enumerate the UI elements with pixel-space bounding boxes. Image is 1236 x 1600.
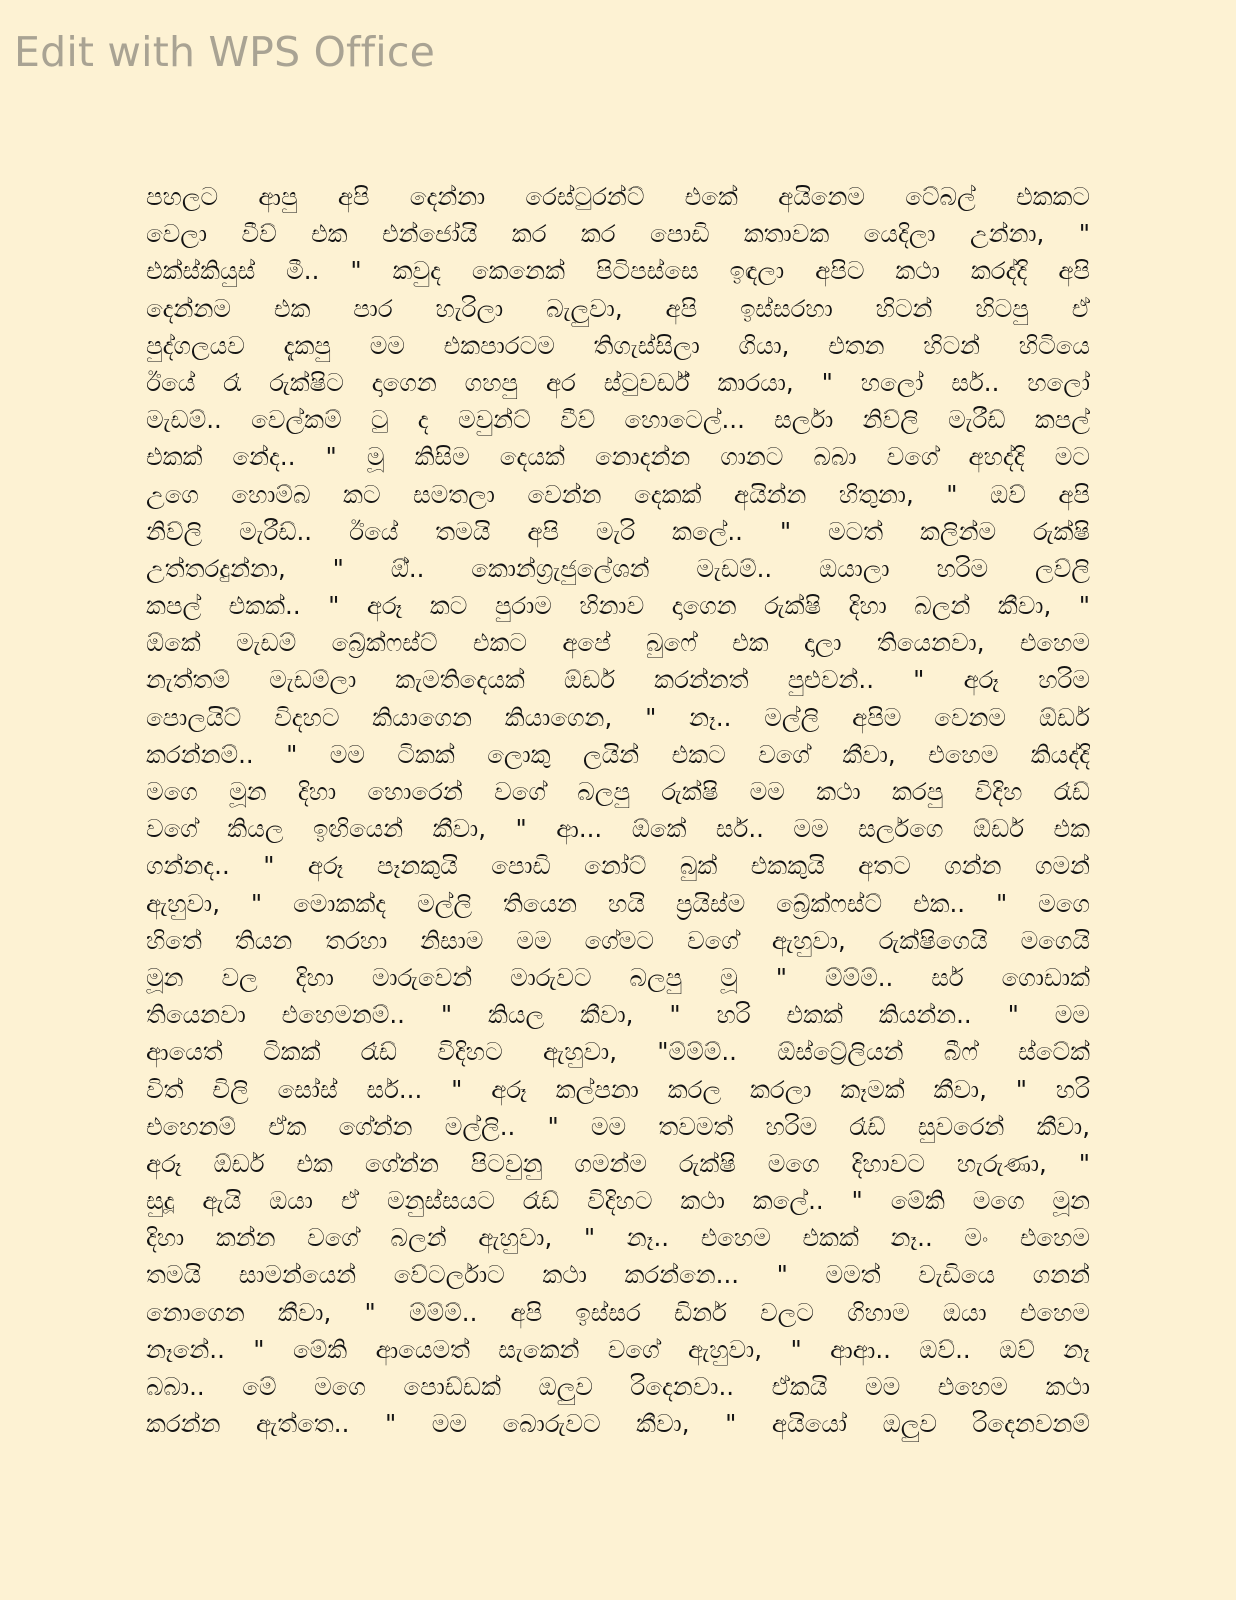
text-line: සුදූ ඇයි ඔයා ඒ මනුස්සයට රෑඩ් විදිහට කථා කලේ.. " මේකි මගෙ මූන (146, 1186, 1090, 1216)
text-line: එහෙනම් ඒක ගේන්න මල්ලි.. " මම තවමත් හරිම රෑඩ් සුවරෙන් කීවා, (146, 1111, 1090, 1141)
text-line: කරන්න ඇත්තෙ.. " මම බොරුවට කීවා, " අයියෝ ඔලුව රිදෙනවනම් (146, 1409, 1090, 1439)
text-line: කරන්නම්.. " මම ටිකක් ලොකු ලයින් එකට වගේ කීවා, එහෙම කියද්දි (146, 739, 1090, 769)
text-line: දිහා කන්න වගේ බලන් ඇහුවා, " නෑ.. එහෙම එකක් නෑ.. මං එහෙම (146, 1223, 1090, 1253)
text-line: නිව්ලි මැරීඩ්.. ඊයේ තමයි අපි මැරි කලේ.. " මටත් කලින්ම රුක්ෂි (146, 516, 1090, 546)
text-line: ඊයේ රෑ රුක්ෂිට දාගෙන ගහපු අර ස්ටුවර්ඩ් කාරයා, " හලෝ සර්.. හලෝ (146, 367, 1090, 397)
text-line: පුද්ගලයව දැකපු මම එකපාරටම තිගැස්සිලා ගියා, එතන හිටන් හිටියෙ (146, 330, 1090, 360)
text-line: නෑනේ.. " මේකි ආයෙමත් සැකෙන් වගේ ඇහුවා, " ආආ.. ඔව්.. ඔව් නෑ (146, 1334, 1090, 1364)
text-line: එක්ස්කියුස් මී.. " කවුද කෙනෙක් පිටිපස්සෙ ඉඳලා අපිට කථා කරද්දි අපි (146, 256, 1090, 286)
text-line: ඕකේ මැඩම් බ්‍රේක්ෆස්ට් එකට අපේ බුෆේ එක දාලා තියෙනවා, එහෙම (146, 628, 1090, 658)
story-paragraph (146, 178, 1090, 1442)
text-line: වෙලා වීව් එක එන්ජෝයි කර කර පොඩි කතාවක යෙදිලා උන්නා, " (146, 219, 1090, 249)
text-line: එකක් නේද.. " මූ කිසිම දෙයක් නොදන්න ගානට බබා වගේ අහද්දි මට (146, 442, 1090, 472)
text-line: ගන්නද.. " අරූ පෑනකුයි පොඩි නෝට් බුක් එකකුයි අතට ගන්න ගමන් (146, 851, 1090, 881)
text-line: තමයි සාමන්යෙන් වේටර්ලාට කථා කරන්නෙ... " මමත් වැඩියෙ ගනන් (146, 1260, 1090, 1290)
wps-watermark: Edit with WPS Office (14, 28, 436, 76)
text-line: උගෙ හොම්බ කට සමතලා වෙන්න දෙකක් අයින්න හිතුනා, " ඔව් අපි (146, 479, 1090, 509)
text-line: හිතේ තියන තරහා නිසාම මම ගේමට වගේ ඇහුවා, රුක්ෂිගෙයි මගෙයි (146, 925, 1090, 955)
text-line: මැඩම්.. වෙල්කම් ටු ද මවුන්ට් වීව් හොටෙල්... සර්ලා නිව්ලි මැරීඩ් කපල් (146, 405, 1090, 435)
text-line: ආයෙත් ටිකක් රෑඩ් විදිහට ඇහුවා, "ම්ම්ම්.. ඕස්ට්‍රේලියන් බීෆ් ස්ටේක් (146, 1037, 1090, 1067)
text-line: දෙන්නම එක පාර හැරිලා බැලුවා, අපි ඉස්සරහා හිටන් හිටපු ඒ (146, 293, 1090, 323)
text-line: පොලයිට් විදහට කියාගෙන කියාගෙන, " නෑ.. මල්ලි අපිම වෙනම ඕඩර් (146, 702, 1090, 732)
text-line: නැත්තම් මැඩම්ලා කැමතිදෙයක් ඕඩර් කරන්නත් පුළුවන්.. " අරූ හරිම (146, 665, 1090, 695)
text-line: මූන වල දිහා මාරුවෙන් මාරුවට බලපු මූ " ම්ම්ම්.. සර් ගොඩාක් (146, 962, 1090, 992)
text-line: බබා.. මේ මගෙ පොඩ්ඩක් ඔලුව රිදෙනවා.. ඒකයි මම එහෙම කථා (146, 1372, 1090, 1401)
text-line: තියෙනවා එහෙමනම්.. " කියල කීවා, " හරි එකක් කියන්න.. " මම (146, 1000, 1090, 1030)
text-line: ඇහුවා, " මොකක්ද මල්ලි තියෙන හයි ප්‍රයිස්ම බ්‍රේක්ෆස්ට් එක.. " මගෙ (146, 888, 1090, 918)
text-line: පහලට ආපු අපි දෙන්නා රෙස්ටුරන්ට් එකේ අයිනෙම ටේබල් එකකට (146, 182, 1090, 211)
text-line: නොගෙන කීවා, " ම්ම්ම්.. අපි ඉස්සර ඩිනර් වලට ගිහාම ඔයා එහෙම (146, 1297, 1090, 1327)
text-line: වගේ කියල ඉඟියෙන් කීවා, " ආ... ඕකේ සර්.. මම සර්ලගෙ ඕඩර් එක (146, 814, 1090, 844)
text-line: මගෙ මූන දිහා හොරෙන් වගේ බලපු රුක්ෂි මම කථා කරපු විදිහ රෑඩ් (146, 777, 1090, 806)
text-line: උත්තරදුන්නා, " ඕ්.. කොන්ග්‍රැජුලේශන් මැඩම්.. ඔයාලා හරිම ලව්ලි (146, 553, 1090, 583)
text-line: කපල් එකක්.. " අරූ කට පුරාම හිනාව දාගෙන රුක්ෂි දිහා බලන් කීවා, " (146, 591, 1090, 621)
text-line: අරූ ඕඩර් එක ගේන්න පිටවුනු ගමන්ම රුක්ෂි මගෙ දිහාවට හැරුණා, " (146, 1148, 1090, 1178)
text-line: විත් චිලි සෝස් සර්... " අරූ කල්පනා කරල කරලා කෑමක් කීවා, " හරි (146, 1074, 1090, 1104)
